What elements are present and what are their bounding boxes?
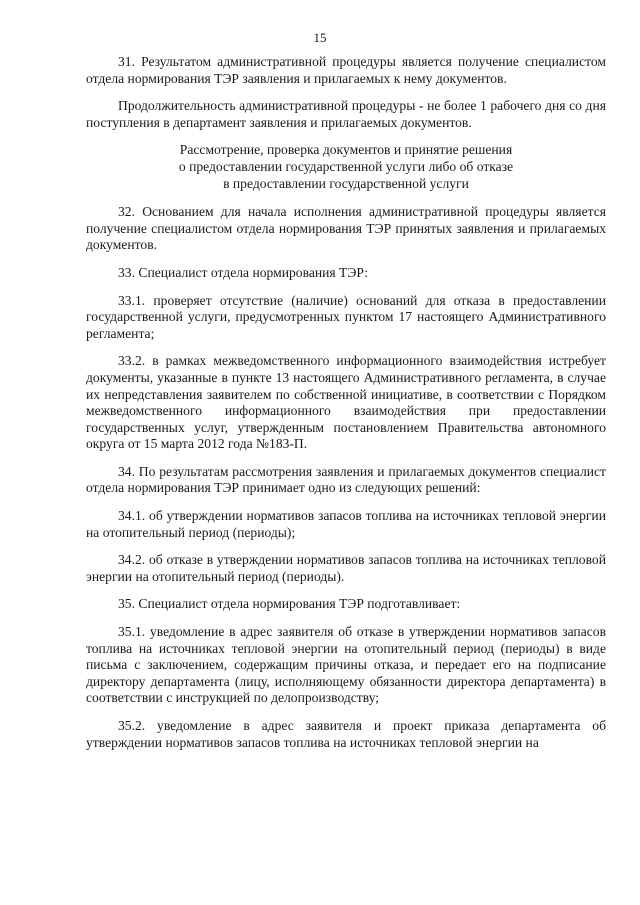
section-heading bbox=[86, 142, 606, 192]
page-number: 15 bbox=[313, 30, 327, 45]
paragraph-34-1: 34.1. об утверждении нормативов запасов топлива на источниках тепловой энергии на отопительный период (периоды); bbox=[86, 508, 606, 540]
paragraph-35-1: 35.1. уведомление в адрес заявителя об отказе в утверждении нормативов запасов топлива на источниках тепловой энергии на отопительный период (периоды) в виде письма с заключением, содержащим причины отказа, и передает его на подписание директору департамента (лицу, исполняющему обязанности директора департамента) в соответствии с инструкцией по делопроизводству; bbox=[86, 624, 606, 706]
paragraph-34: 34. По результатам рассмотрения заявления и прилагаемых документов специалист отдела нормирования ТЭР принимает одно из следующих решений: bbox=[86, 463, 606, 496]
paragraph-35-2: 35.2. уведомление в адрес заявителя и проект приказа департамента об утверждении нормативов запасов топлива на источниках тепловой энергии на bbox=[86, 718, 606, 750]
section-heading-line-1: Рассмотрение, проверка документов и принятие решения bbox=[179, 142, 513, 158]
paragraph-35: 35. Специалист отдела нормирования ТЭР подготавливает: bbox=[118, 596, 461, 612]
section-heading-line-3: в предоставлении государственной услуги bbox=[223, 175, 469, 191]
section-heading-line-2: о предоставлении государственной услуги либо об отказе bbox=[178, 158, 514, 174]
paragraph-duration: Продолжительность административной процедуры - не более 1 рабочего дня со дня поступления в департамент заявления и прилагаемых документов. bbox=[86, 98, 606, 130]
paragraph-32: 32. Основанием для начала исполнения административной процедуры является получение специалистом отдела нормирования ТЭР принятых заявления и прилагаемых документов. bbox=[86, 204, 606, 253]
paragraph-31: 31. Результатом административной процедуры является получение специалистом отдела нормирования ТЭР заявления и прилагаемых к нему документов. bbox=[86, 54, 606, 86]
paragraph-34-2: 34.2. об отказе в утверждении нормативов запасов топлива на источниках тепловой энергии на отопительный период (периоды). bbox=[86, 552, 606, 584]
document-body bbox=[86, 54, 606, 762]
paragraph-33-2: 33.2. в рамках межведомственного информационного взаимодействия истребует документы, указанные в пункте 13 настоящего Административного регламента, в случае их непредставления заявителем по собственной инициативе, в соответствии с Порядком межведомственного информационного взаимодействия при предоставлении государственных услуг, утвержденным постановлением Правительства автономного округа от 15 марта 2012 года №183-П. bbox=[86, 353, 606, 452]
paragraph-33: 33. Специалист отдела нормирования ТЭР: bbox=[118, 264, 369, 280]
paragraph-33-1: 33.1. проверяет отсутствие (наличие) оснований для отказа в предоставлении государственной услуги, предусмотренных пунктом 17 настоящего Административного регламента; bbox=[86, 292, 606, 341]
